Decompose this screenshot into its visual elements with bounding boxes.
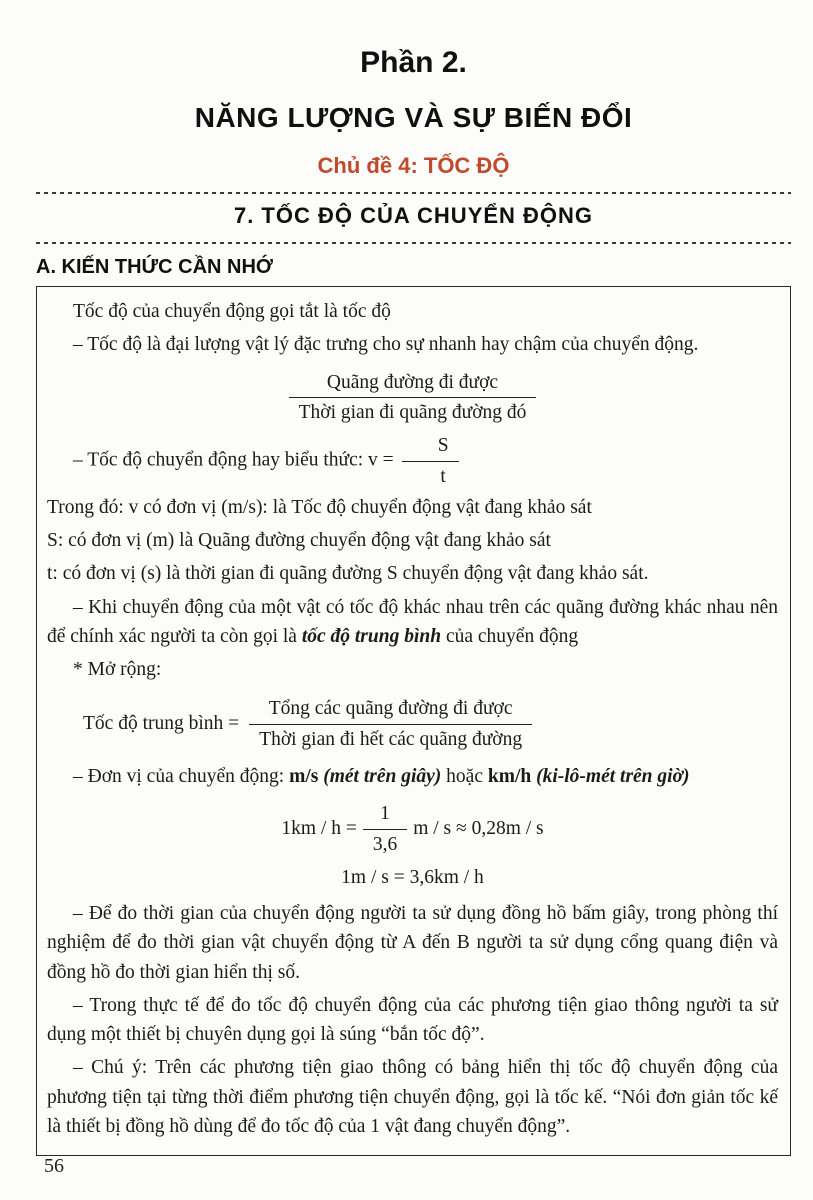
conversion-ms-to-kmh: 1m / s = 3,6km / h xyxy=(341,867,484,888)
paragraph-t-unit: t: có đơn vị (s) là thời gian đi quãng đường S chuyển động vật đang khảo sát. xyxy=(47,563,649,585)
knowledge-box xyxy=(36,286,791,1156)
divider-dashed-bottom xyxy=(36,242,791,244)
average-speed-text-pre: – Khi chuyển động của một vật có tốc độ khác nhau trên các quãng đường khác nhau nên để chính xác người ta còn gọi là xyxy=(47,596,778,647)
divider-dashed-top xyxy=(36,192,791,194)
paragraph-speed-description: – Tốc độ là đại lượng vật lý đặc trưng cho sự nhanh hay chậm của chuyển động. xyxy=(73,334,699,356)
fraction-numerator: Quãng đường đi được xyxy=(289,370,537,398)
average-fraction-denominator: Thời gian đi hết các quãng đường xyxy=(259,728,523,750)
paragraph-time-measurement: – Để đo thời gian của chuyển động người ta sử dụng đồng hồ bấm giây, trong phòng thí nghiệm để đo thời gian vật chuyển động từ A đến B người ta sử dụng cổng quang điện và đồng hồ đo thời gian hiển thị số. xyxy=(47,903,778,983)
part-title: Phần 2. xyxy=(360,46,467,79)
average-fraction-numerator: Tổng các quãng đường đi được xyxy=(249,696,532,724)
average-speed-formula xyxy=(83,696,778,752)
paragraph-extension: * Mở rộng: xyxy=(73,659,162,681)
paragraph-units xyxy=(47,762,778,791)
paragraph-speed-gun: – Trong thực tế để đo tốc độ chuyển động của các phương tiện giao thông người ta sử dụng một thiết bị chuyên dụng gọi là súng “bắn tốc độ”. xyxy=(47,994,778,1045)
units-text-pre: – Đơn vị của chuyển động: xyxy=(73,766,290,788)
section-heading: A. KIẾN THỨC CẦN NHỚ xyxy=(36,256,273,278)
page-number: 56 xyxy=(44,1155,64,1177)
main-title: NĂNG LƯỢNG VÀ SỰ BIẾN ĐỔI xyxy=(194,102,633,133)
average-speed-term: tốc độ trung bình xyxy=(301,625,442,647)
average-speed-text-post: của chuyển động xyxy=(441,625,579,647)
paragraph-expression xyxy=(47,433,778,489)
unit-kmh: km/h xyxy=(487,766,532,788)
conversion-tail: m / s ≈ 0,28m / s xyxy=(413,818,544,840)
conversion-fraction xyxy=(363,801,407,857)
fraction-denominator: Thời gian đi quãng đường đó xyxy=(298,401,527,423)
units-text-mid: hoặc xyxy=(441,766,488,788)
unit-kmh-note: (ki-lô-mét trên giờ) xyxy=(531,766,690,788)
v-formula-fraction xyxy=(402,433,459,489)
conversion-fraction-denominator: 3,6 xyxy=(372,833,398,855)
average-speed-fraction xyxy=(249,696,532,752)
paragraph-speedometer-note: – Chú ý: Trên các phương tiện giao thông có bảng hiển thị tốc độ chuyển động của phương tiện tại từng thời điểm phương tiện chuyển động, gọi là tốc kế. “Nói đơn giản tốc kế là thiết bị đồng hồ dùng để đo tốc độ của 1 vật đang chuyển động”. xyxy=(47,1057,778,1137)
v-fraction-numerator: S xyxy=(402,433,459,461)
lesson-title: 7. TỐC ĐỘ CỦA CHUYỂN ĐỘNG xyxy=(233,203,594,228)
unit-ms-note: (mét trên giây) xyxy=(318,766,442,788)
paragraph-v-unit: Trong đó: v có đơn vị (m/s): là Tốc độ chuyển động vật đang khảo sát xyxy=(47,496,592,518)
v-fraction-denominator: t xyxy=(440,465,446,487)
conversion-kmh-to-ms xyxy=(47,801,778,857)
unit-ms: m/s xyxy=(289,766,319,788)
paragraph-definition: Tốc độ của chuyển động gọi tắt là tốc độ xyxy=(73,301,391,322)
average-speed-label: Tốc độ trung bình = xyxy=(83,713,240,735)
conversion-lead: 1km / h = xyxy=(281,818,357,840)
paragraph-s-unit: S: có đơn vị (m) là Quãng đường chuyển động vật đang khảo sát xyxy=(47,530,551,552)
topic-title: Chủ đề 4: TỐC ĐỘ xyxy=(317,153,510,178)
conversion-fraction-numerator: 1 xyxy=(363,801,407,829)
speed-fraction xyxy=(47,370,778,426)
paragraph-average-speed xyxy=(47,593,778,652)
expression-intro-text: – Tốc độ chuyển động hay biểu thức: v = xyxy=(73,449,394,471)
fraction xyxy=(289,370,537,426)
